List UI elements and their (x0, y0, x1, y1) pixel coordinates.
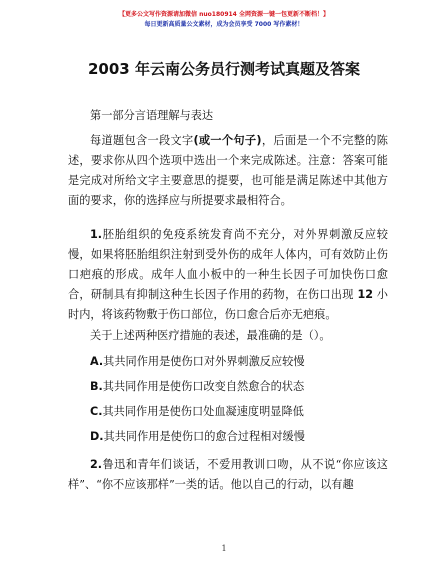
option-c (90, 403, 388, 419)
question-1-text-b: 小时内，将该药物敷于伤口部位，伤口愈合后亦无疤痕。 (68, 288, 388, 321)
promo-banner-line-2: 每日更新高质量公文素材，成为会员享受 7000 写作素材！ (144, 21, 304, 28)
question-1-stem (68, 225, 388, 325)
option-b-letter: B. (90, 380, 103, 393)
question-1-text-a: 胚胎组织的免疫系统发育尚不充分，对外界刺激反应较慢，如果将胚胎组织注射到受外伤的成年人体内，可有效防止伤口疤痕的形成。成年人血小板中的一种生长因子可加快伤口愈合，研制具有抑制这种生长因子作用的药物，在伤口出现 (68, 228, 388, 301)
question-2-number: 2. (90, 458, 103, 471)
option-b (90, 378, 388, 394)
instructions-paragraph (68, 131, 388, 211)
option-c-text: 其共同作用是使伤口处血凝速度明显降低 (102, 405, 304, 418)
option-d (90, 428, 388, 444)
option-a-letter: A. (90, 355, 104, 368)
promo-banner-line-1: 【更多公文写作资源请加微信 nuo180914 全网资源一键一包更新不断档！】 (119, 11, 329, 18)
intro-text-bold: (或一个句子) (193, 134, 262, 147)
intro-text-post: ，后面是一个不完整的陈述，要求你从四个选项中选出一个来完成陈述。注意：答案可能是完成对所给文字主要意思的提要，也可能是满足陈述中其他方面的要求，你的选择应与所提要求最相符合。 (68, 134, 388, 207)
option-c-letter: C. (90, 405, 103, 418)
question-2-stem (68, 455, 388, 495)
option-d-letter: D. (90, 430, 104, 443)
document-title: 2003 年云南公务员行测考试真题及答案 (88, 60, 360, 78)
option-a (90, 353, 388, 369)
option-a-text: 其共同作用是使伤口对外界刺激反应较慢 (103, 355, 305, 368)
question-1-hours: 12 (357, 288, 374, 301)
question-2-text: 鲁迅和青年们谈话，不爱用教训口吻，从不说“你应该这样”、“你不应该那样”一类的话。他以自己的行动，以有趣 (68, 458, 388, 491)
page-number: 1 (221, 544, 227, 553)
question-1-prompt: 关于上述两种医疗措施的表述，最准确的是（）。 (90, 329, 331, 342)
option-b-text: 其共同作用是使伤口改变自然愈合的状态 (102, 380, 305, 393)
intro-text-pre: 每道题包含一段文字 (90, 134, 194, 147)
question-1-number: 1. (90, 228, 103, 241)
section-heading: 第一部分言语理解与表达 (90, 109, 214, 122)
option-d-text: 其共同作用是使伤口的愈合过程相对缓慢 (103, 430, 305, 443)
